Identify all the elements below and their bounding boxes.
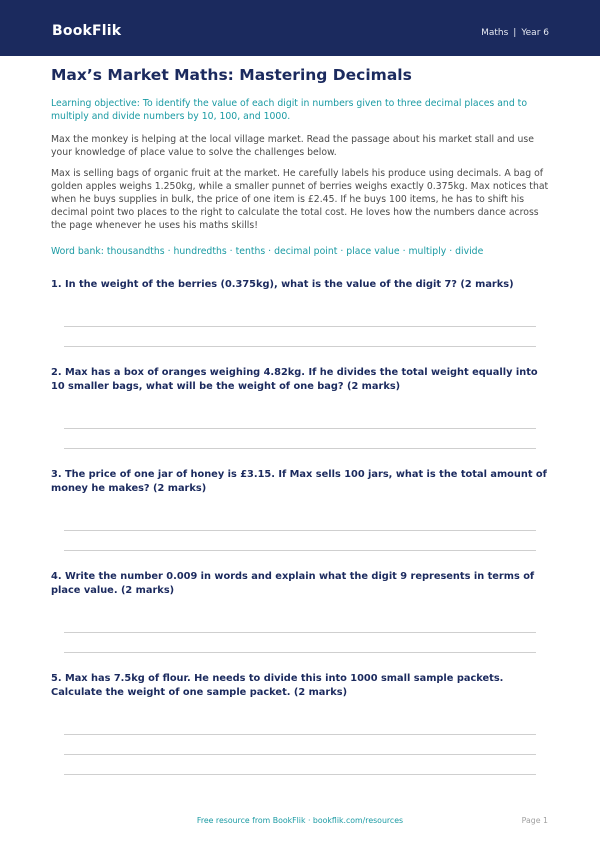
question-4: 4. Write the number 0.009 in words and explain what the digit 9 represents in terms of place value. (2 marks) [51,571,535,596]
brand-logo[interactable]: BookFlik [52,23,122,39]
answer-line[interactable] [64,774,536,775]
answer-line[interactable] [64,632,536,633]
answer-line[interactable] [64,530,536,531]
question-2: 2. Max has a box of oranges weighing 4.82kg. If he divides the total weight equally into 10 smaller bags, what will be the weight of one bag? (2 marks) [51,367,538,392]
answer-line[interactable] [64,652,536,653]
question-5: 5. Max has 7.5kg of flour. He needs to divide this into 1000 small sample packets. Calculate the weight of one sample packet. (2 marks) [51,673,504,698]
answer-line[interactable] [64,550,536,551]
answer-line[interactable] [64,754,536,755]
answer-line[interactable] [64,428,536,429]
word-bank: Word bank: thousandths · hundredths · tenths · decimal point · place value · multiply · divide [51,246,484,257]
page-number: Page 1 [521,816,548,825]
question-3: 3. The price of one jar of honey is £3.15. If Max sells 100 jars, what is the total amount of money he makes? (2 marks) [51,469,547,494]
answer-line[interactable] [64,326,536,327]
header-bar [0,0,600,56]
answer-line[interactable] [64,448,536,449]
meta-separator: | [513,28,517,38]
answer-line[interactable] [64,734,536,735]
footer-credit[interactable]: Free resource from BookFlik · bookflik.com/resources [196,816,404,825]
question-1: 1. In the weight of the berries (0.375kg), what is the value of the digit 7? (2 marks) [51,279,514,290]
intro-paragraph: Max the monkey is helping at the local village market. Read the passage about his market stall and use your knowledge of place value to solve the challenges below. [51,134,534,158]
header-meta [481,28,549,38]
subject-label: Maths [481,28,509,38]
reading-passage: Max is selling bags of organic fruit at the market. He carefully labels his produce using decimals. A bag of golden apples weighs 1.250kg, while a smaller punnet of berries weighs exactly 0.375kg. Max notices that when he buys supplies in bulk, the price of one item is £2.45. If he buys 100 items, he has to shift his decimal point two places to the right to calculate the total cost. He loves how the numbers dance across the page whenever he uses his maths skills! [51,168,549,231]
learning-objective: Learning objective: To identify the value of each digit in numbers given to three decimal places and to multiply and divide numbers by 10, 100, and 1000. [51,98,528,122]
year-label: Year 6 [521,28,549,38]
answer-line[interactable] [64,346,536,347]
page-title: Max’s Market Maths: Mastering Decimals [51,66,412,84]
